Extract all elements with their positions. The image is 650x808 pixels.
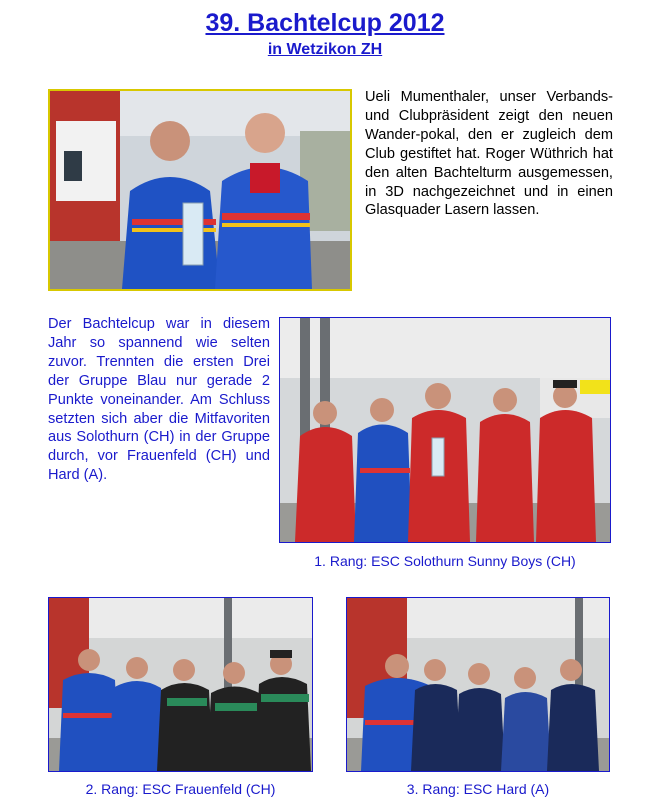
page-subtitle: in Wetzikon ZH [267,41,383,58]
caption-second-place: 2. Rang: ESC Frauenfeld (CH) [85,781,276,797]
caption-third-place: 3. Rang: ESC Hard (A) [406,781,550,797]
page-title: 39. Bachtelcup 2012 [205,9,445,37]
report-paragraph: Der Bachtelcup war in diesem Jahr so spannend wie selten zuvor. Trennten die ersten Drei der Gruppe Blau nur gerade 2 Punkte voneinander. Am Schluss setzten sich aber die Mitfavoriten aus Solothurn (CH) in der Gruppe durch, vor Frauenfeld (CH) und Hard (A). [48,316,270,484]
caption-first-place: 1. Rang: ESC Solothurn Sunny Boys (CH) [314,553,576,569]
photo-trophy-presentation [48,89,352,291]
intro-paragraph: Ueli Mumenthaler, unser Verbands- und Clubpräsident zeigt den neuen Wander-pokal, den er zugleich dem Club gestiftet hat. Roger Wüthrich hat den alten Bachtelturm ausgemessen, in 3D nachgezeichnet und in einen Glasquader Lasern lassen. [365,89,613,219]
photo-first-place-team [279,317,611,543]
photo-second-place-team [48,597,313,772]
photo-third-place-team [346,597,610,772]
